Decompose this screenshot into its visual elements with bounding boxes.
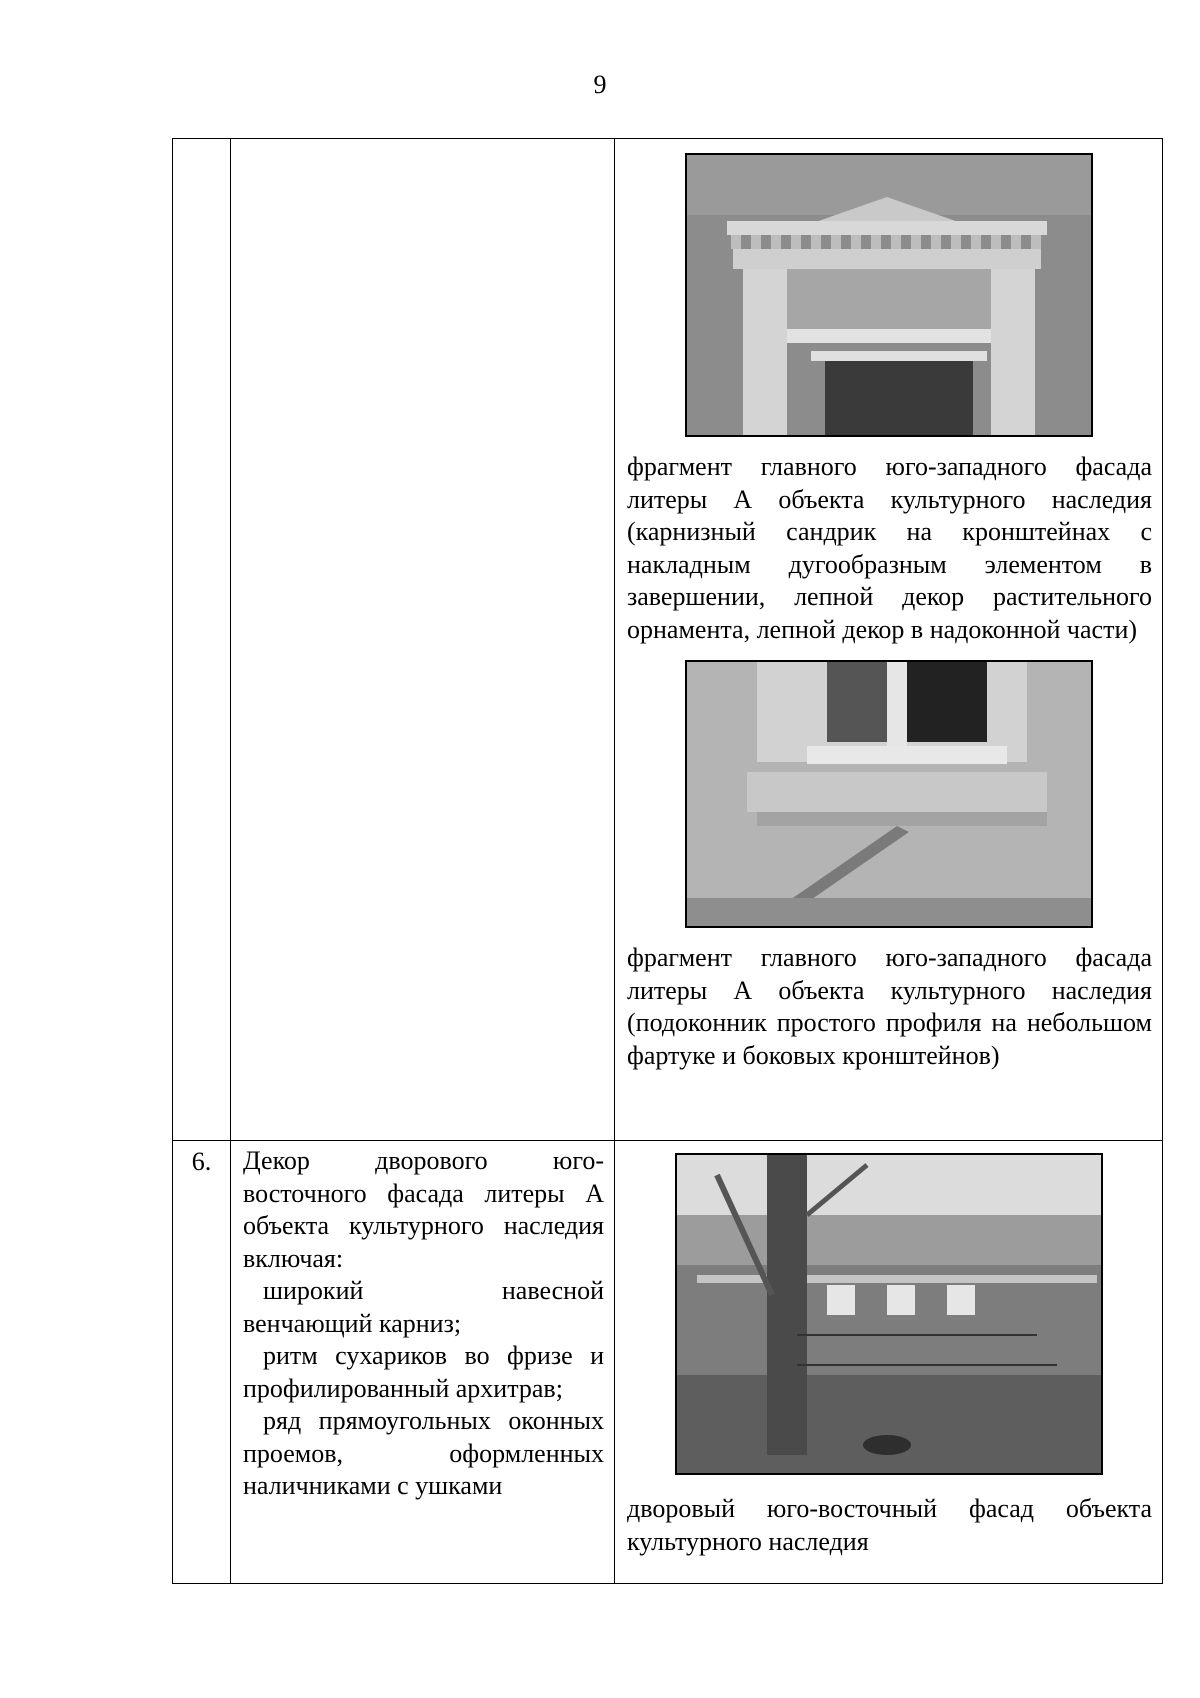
photo-cell <box>615 1141 1163 1584</box>
window-sill-photo <box>685 660 1093 928</box>
photo-caption: дворовый юго-восточный фасад объекта культурного наследия <box>627 1494 1152 1556</box>
description-cell <box>231 139 615 1141</box>
page-number: 9 <box>593 70 607 99</box>
table-row <box>173 139 1163 1141</box>
window-pediment-photo <box>685 153 1093 437</box>
photo-caption: фрагмент главного юго-западного фасада литеры А объекта культурного наследия (подоконник простого профиля на небольшом фартуке и боковых кронштейнов) <box>627 943 1152 1070</box>
courtyard-facade-photo <box>675 1153 1103 1475</box>
description-item: ряд прямоугольных оконных проемов, оформленных наличниками с ушками <box>243 1406 604 1500</box>
description-item: ритм сухариков во фризе и профилированный архитрав; <box>243 1341 604 1403</box>
photo-cell <box>615 139 1163 1141</box>
heritage-table <box>172 138 1163 1584</box>
table-row <box>173 1141 1163 1584</box>
number-cell <box>173 139 231 1141</box>
row-number: 6. <box>173 1141 231 1584</box>
photo-caption: фрагмент главного юго-западного фасада литеры А объекта культурного наследия (карнизный сандрик на кронштейнах с накладным дугообразным элементом в завершении, лепной декор растительного орнамента, лепной декор в надоконной части) <box>627 452 1152 644</box>
description-intro: Декор дворового юго-восточного фасада литеры А объекта культурного наследия включая: <box>243 1146 604 1273</box>
description-cell <box>231 1141 615 1584</box>
description-item: широкий навесной венчающий карниз; <box>243 1276 604 1338</box>
